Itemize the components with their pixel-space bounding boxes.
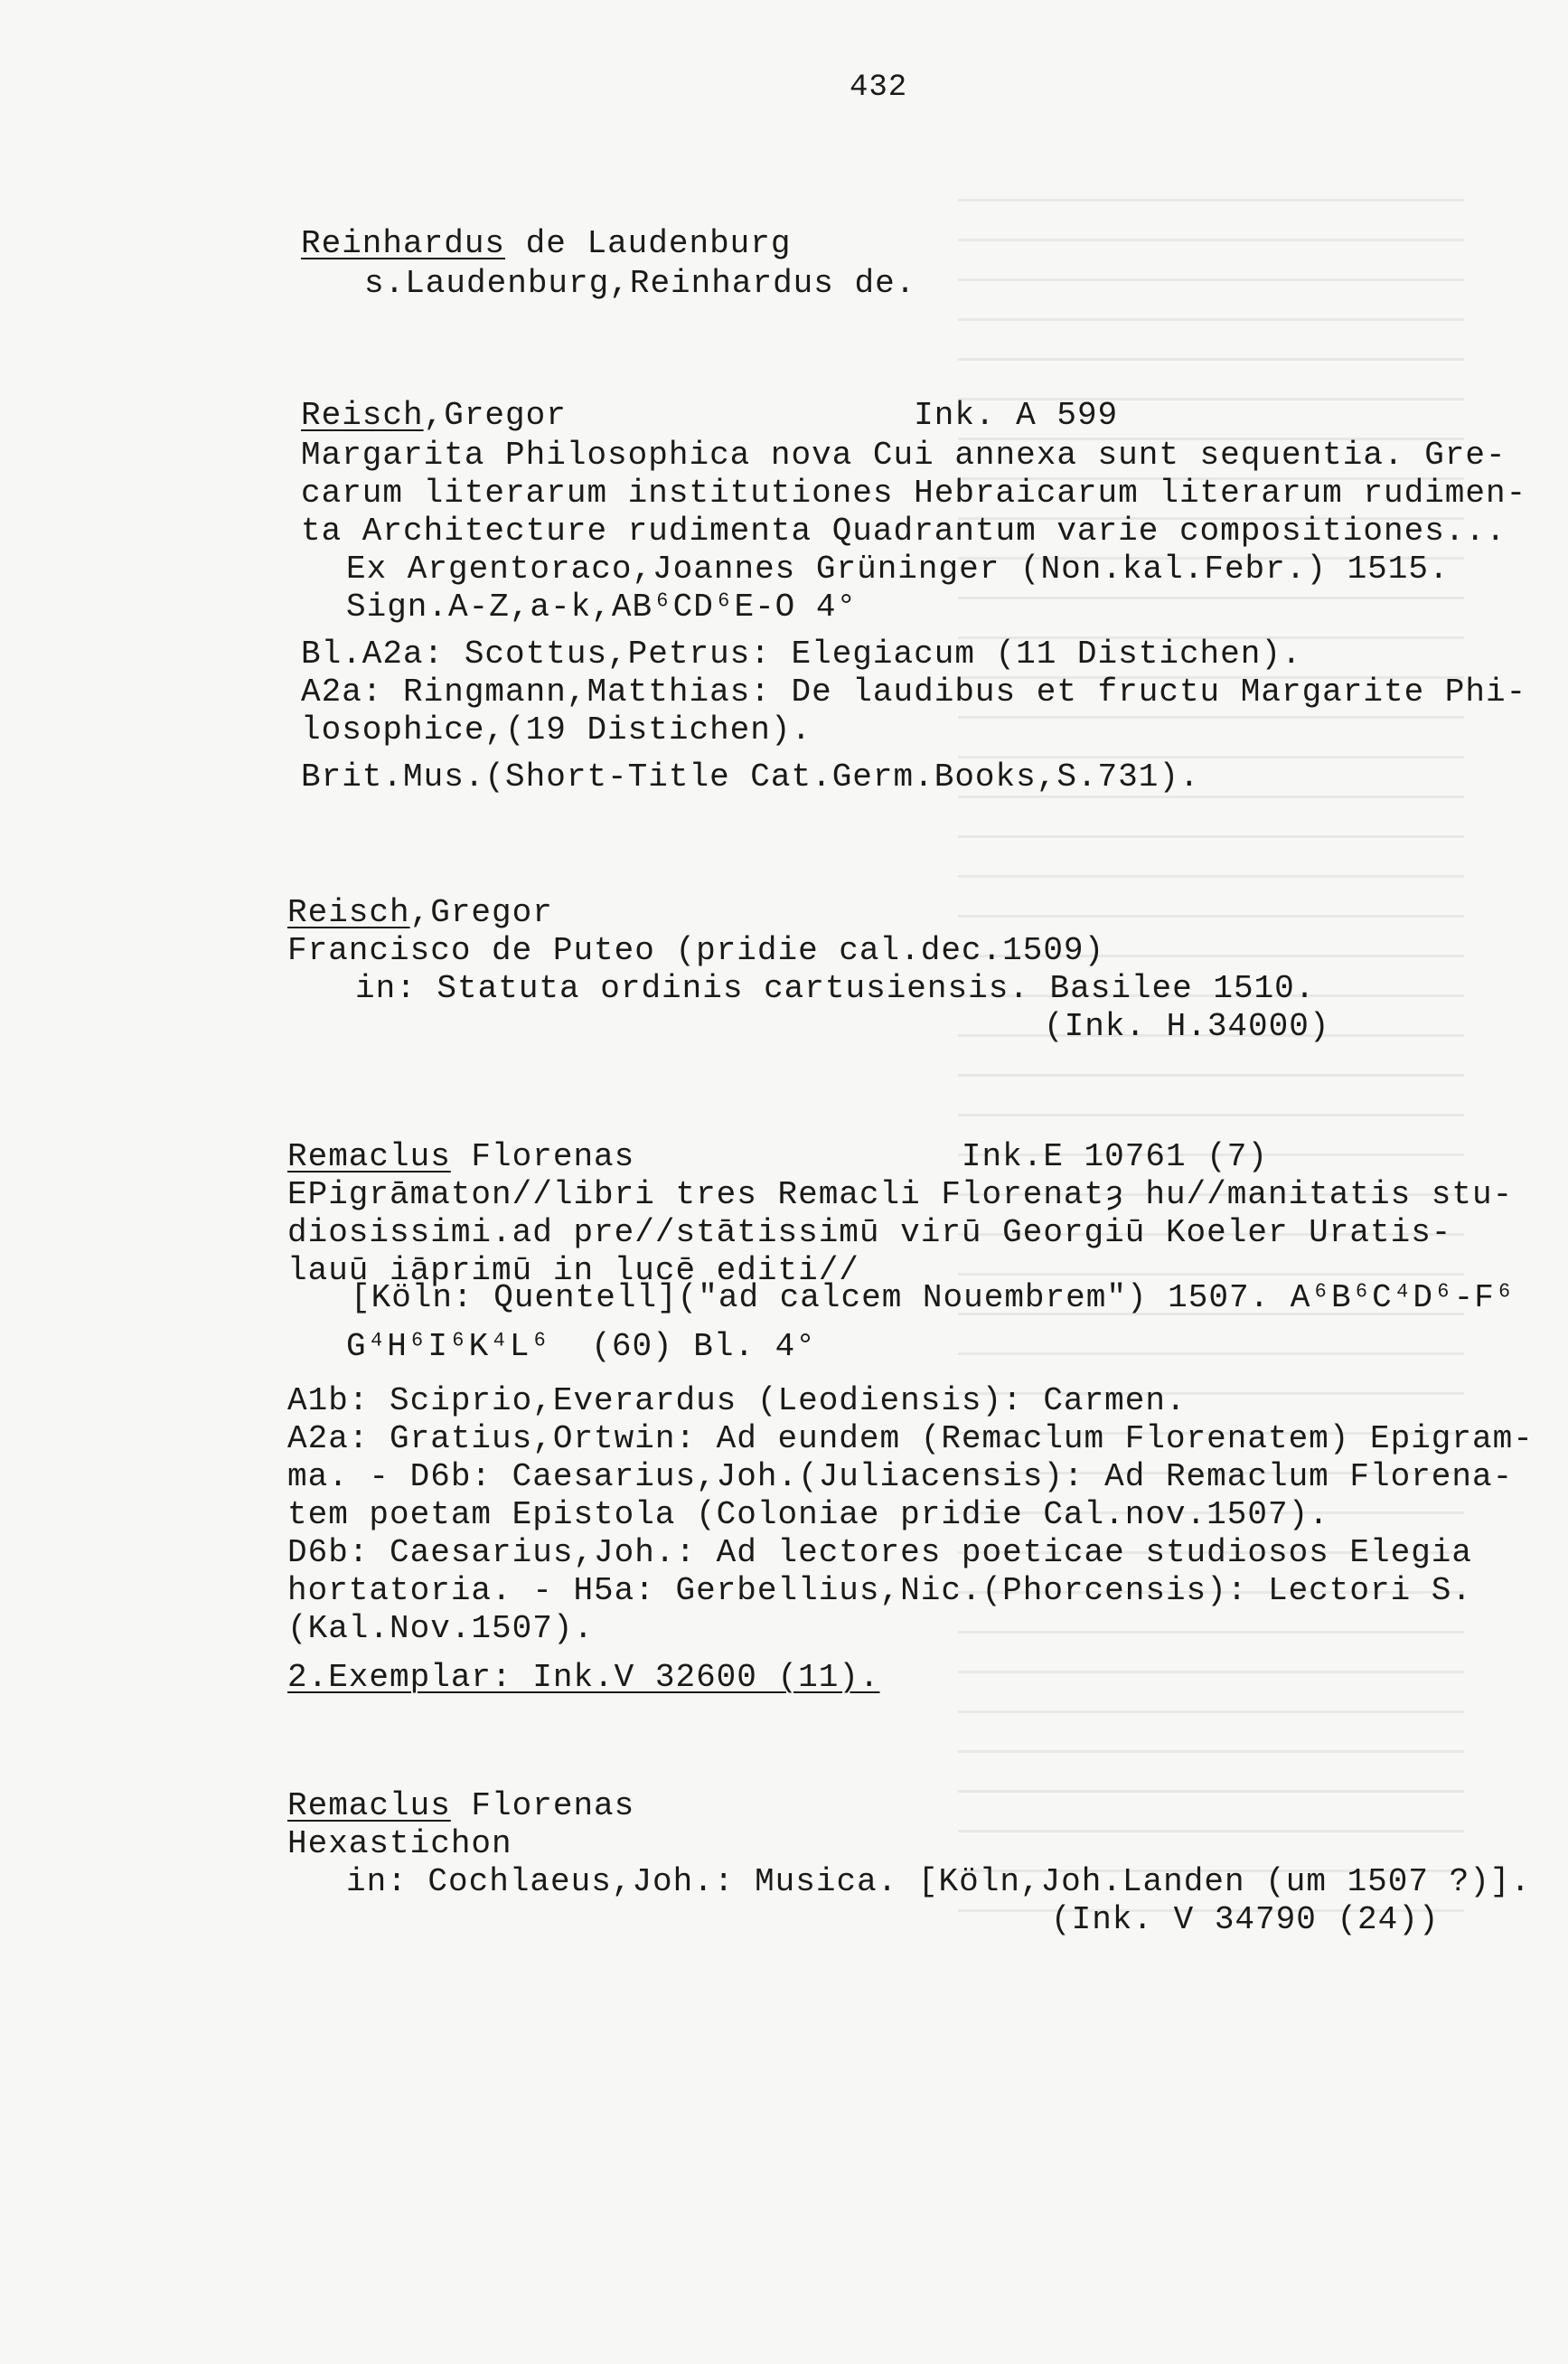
exemplar-line: 2.Exemplar: Ink.V 32600 (11). <box>287 1659 880 1696</box>
entry-author: Reisch <box>301 397 424 434</box>
entry-line: EPigrāmaton//libri tres Remacli Florenatȝ hu//manitatis stu- <box>287 1176 1514 1213</box>
entry-line: diosissimi.ad pre//stātissimū virū Georgiū Koeler Uratis- <box>287 1214 1452 1251</box>
entry-line: s.Laudenburg,Reinhardus de. <box>364 265 916 302</box>
entry-line: ta Architecture rudimenta Quadrantum varie compositiones... <box>301 513 1507 550</box>
entry-line: Margarita Philosophica nova Cui annexa sunt sequentia. Gre- <box>301 437 1507 474</box>
entry-line: Francisco de Puteo (pridie cal.dec.1509) <box>287 932 1105 969</box>
entry-line: Hexastichon <box>287 1825 512 1862</box>
entry-line: lauū iāprimū in lucē editi// <box>287 1252 859 1289</box>
entry-line: A1b: Sciprio,Everardus (Leodiensis): Carmen. <box>287 1382 1187 1419</box>
entry-line: (Ink. V 34790 (24)) <box>1051 1901 1440 1938</box>
entry-line: Brit.Mus.(Short-Title Cat.Germ.Books,S.731). <box>301 758 1200 796</box>
entry-line: ma. - D6b: Caesarius,Joh.(Juliacensis): Ad Remaclum Florena- <box>287 1458 1514 1495</box>
entry-heading: Remaclus Florenas Ink.E 10761 (7) <box>287 1138 1268 1175</box>
entry-line: losophice,(19 Distichen). <box>301 711 812 749</box>
entry-heading: Reisch,Gregor <box>287 894 553 931</box>
entry-line: hortatoria. - H5a: Gerbellius,Nic.(Phorcensis): Lectori S. <box>287 1572 1473 1609</box>
entry-line: carum literarum institutiones Hebraicarum literarum rudimen- <box>301 475 1527 512</box>
entry-line: A2a: Ringmann,Matthias: De laudibus et fructu Margarite Phi- <box>301 673 1527 711</box>
entry-line: in: Cochlaeus,Joh.: Musica. [Köln,Joh.Landen (um 1507 ?)]. <box>346 1863 1532 1900</box>
entry-heading: Reinhardus de Laudenburg <box>301 225 792 262</box>
entry-line: tem poetam Epistola (Coloniae pridie Cal.nov.1507). <box>287 1496 1329 1533</box>
entry-line: D6b: Caesarius,Joh.: Ad lectores poeticae studiosos Elegia <box>287 1534 1473 1571</box>
entry-author: Remaclus <box>287 1138 451 1175</box>
entry-author: Remaclus <box>287 1787 451 1824</box>
entry-line: Sign.A-Z,a-k,AB⁶CD⁶E-O 4° <box>346 589 858 626</box>
entry-line: Ex Argentoraco,Joannes Grüninger (Non.kal.Febr.) 1515. <box>346 551 1450 588</box>
entry-line: [Köln: Quentell]("ad calcem Nouembrem") 1507. A⁶B⁶C⁴D⁶-F⁶ <box>351 1279 1516 1316</box>
entry-author: Reisch <box>287 894 410 931</box>
entry-line: G⁴H⁶I⁶K⁴L⁶ (60) Bl. 4° <box>346 1328 816 1365</box>
entry-line: Bl.A2a: Scottus,Petrus: Elegiacum (11 Distichen). <box>301 636 1302 673</box>
entry-line: (Kal.Nov.1507). <box>287 1610 595 1647</box>
entry-line: A2a: Gratius,Ortwin: Ad eundem (Remaclum Florenatem) Epigram- <box>287 1420 1534 1457</box>
page-number: 432 <box>850 71 908 105</box>
entry-heading: Reisch,Gregor Ink. A 599 <box>301 397 1119 434</box>
entry-heading: Remaclus Florenas <box>287 1787 635 1824</box>
entry-line: (Ink. H.34000) <box>1044 1008 1330 1045</box>
entry-line: in: Statuta ordinis cartusiensis. Basilee 1510. <box>355 970 1316 1007</box>
entry-author: Reinhardus <box>301 225 506 262</box>
